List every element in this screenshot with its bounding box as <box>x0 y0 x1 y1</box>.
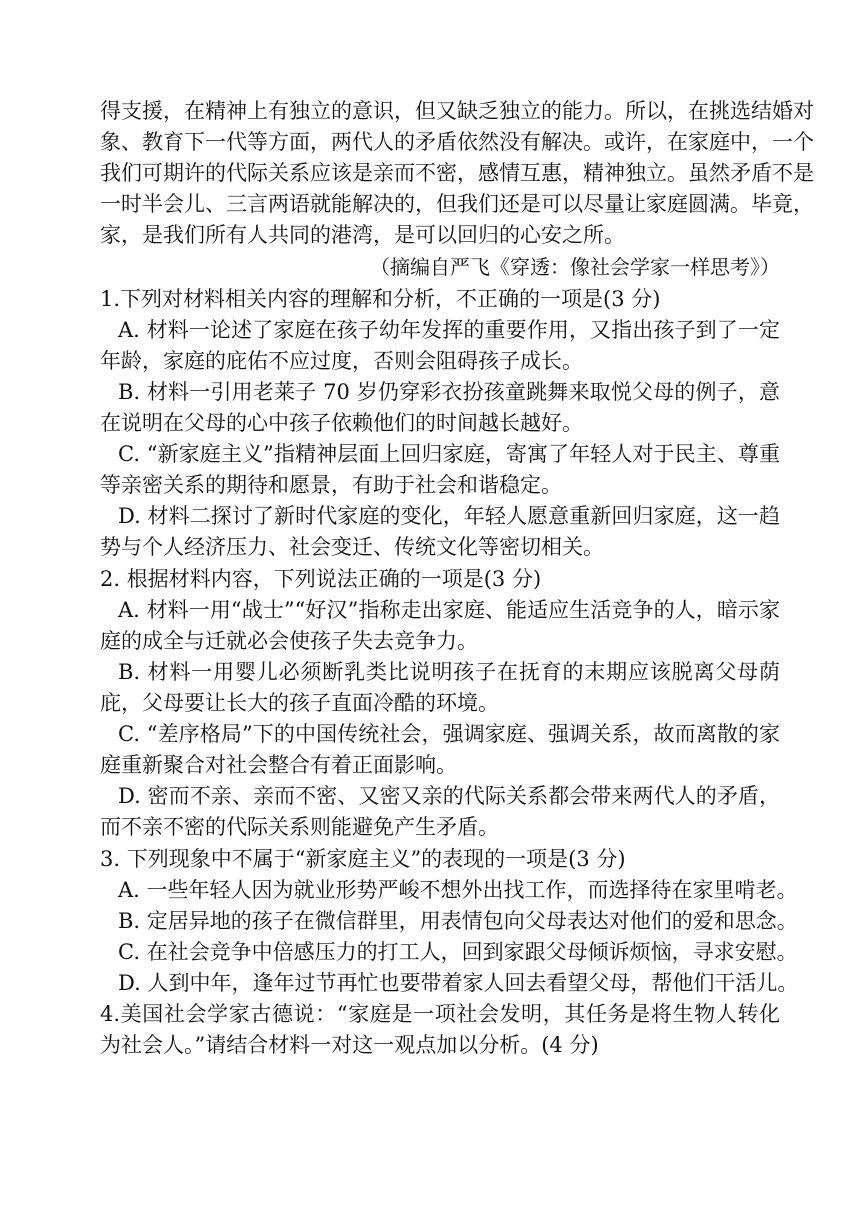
option-a: A. 一些年轻人因为就业形势严峻不想外出找工作，而选择待在家里啃老。 <box>118 878 798 902</box>
passage-line: 一时半会儿、三言两语就能解决的，但我们还是可以尽量让家庭圆满。毕竟， <box>100 192 814 216</box>
question-stem: 4.美国社会学家古德说：“家庭是一项社会发明，其任务是将生物人转化为社会人。”请结合材料一对这一观点加以分析。(4 分) <box>100 1002 780 1057</box>
page-content <box>100 96 814 1061</box>
passage-line: 象、教育下一代等方面，两代人的矛盾依然没有解决。或许，在家庭中，一个 <box>100 130 814 154</box>
option-a: A. 材料一用“战士”“好汉”指称走出家庭、能适应生活竞争的人，暗示家庭的成全与迁就必会使孩子失去竞争力。 <box>100 598 780 653</box>
question-4 <box>100 999 780 1061</box>
option-b: B. 定居异地的孩子在微信群里，用表情包向父母表达对他们的爱和思念。 <box>118 909 798 933</box>
option-d: D. 密而不亲、亲而不密、又密又亲的代际关系都会带来两代人的矛盾，而不亲不密的代际关系则能避免产生矛盾。 <box>100 784 780 839</box>
question-3 <box>100 844 799 999</box>
option-a: A. 材料一论述了家庭在孩子幼年发挥的重要作用，又指出孩子到了一定年龄，家庭的庇佑不应过度，否则会阻碍孩子成长。 <box>100 318 780 373</box>
passage-line: 我们可期许的代际关系应该是亲而不密，感情互惠，精神独立。虽然矛盾不是 <box>100 161 814 185</box>
question-2 <box>100 564 780 843</box>
passage-source: （摘编自严飞《穿透：像社会学家一样思考》） <box>370 255 780 279</box>
option-c: C. “差序格局”下的中国传统社会，强调家庭、强调关系，故而离散的家庭重新聚合对社会整合有着正面影响。 <box>100 722 780 777</box>
option-b: B. 材料一引用老莱子 70 岁仍穿彩衣扮孩童跳舞来取悦父母的例子，意在说明在父母的心中孩子依赖他们的时间越长越好。 <box>100 380 780 435</box>
question-1 <box>100 284 780 563</box>
question-stem: 2. 根据材料内容，下列说法正确的一项是(3 分) <box>100 567 542 591</box>
option-b: B. 材料一用婴儿必须断乳类比说明孩子在抚育的末期应该脱离父母荫庇，父母要让长大的孩子直面冷酷的环境。 <box>100 660 780 715</box>
option-c: C. “新家庭主义”指精神层面上回归家庭，寄寓了年轻人对于民主、尊重等亲密关系的期待和愿景，有助于社会和谐稳定。 <box>100 442 780 497</box>
passage-line: 家，是我们所有人共同的港湾，是可以回归的心安之所。 <box>100 223 625 247</box>
passage-line: 得支援，在精神上有独立的意识，但又缺乏独立的能力。所以，在挑选结婚对 <box>100 99 814 123</box>
question-stem: 1.下列对材料相关内容的理解和分析，不正确的一项是(3 分) <box>100 287 661 311</box>
question-stem: 3. 下列现象中不属于“新家庭主义”的表现的一项是(3 分) <box>100 847 626 871</box>
option-d: D. 人到中年，逢年过节再忙也要带着家人回去看望父母，帮他们干活儿。 <box>118 971 799 995</box>
option-d: D. 材料二探讨了新时代家庭的变化，年轻人愿意重新回归家庭，这一趋势与个人经济压力、社会变迁、传统文化等密切相关。 <box>100 504 780 559</box>
option-c: C. 在社会竞争中倍感压力的打工人，回到家跟父母倾诉烦恼，寻求安慰。 <box>118 940 798 964</box>
passage-ending <box>100 96 814 251</box>
